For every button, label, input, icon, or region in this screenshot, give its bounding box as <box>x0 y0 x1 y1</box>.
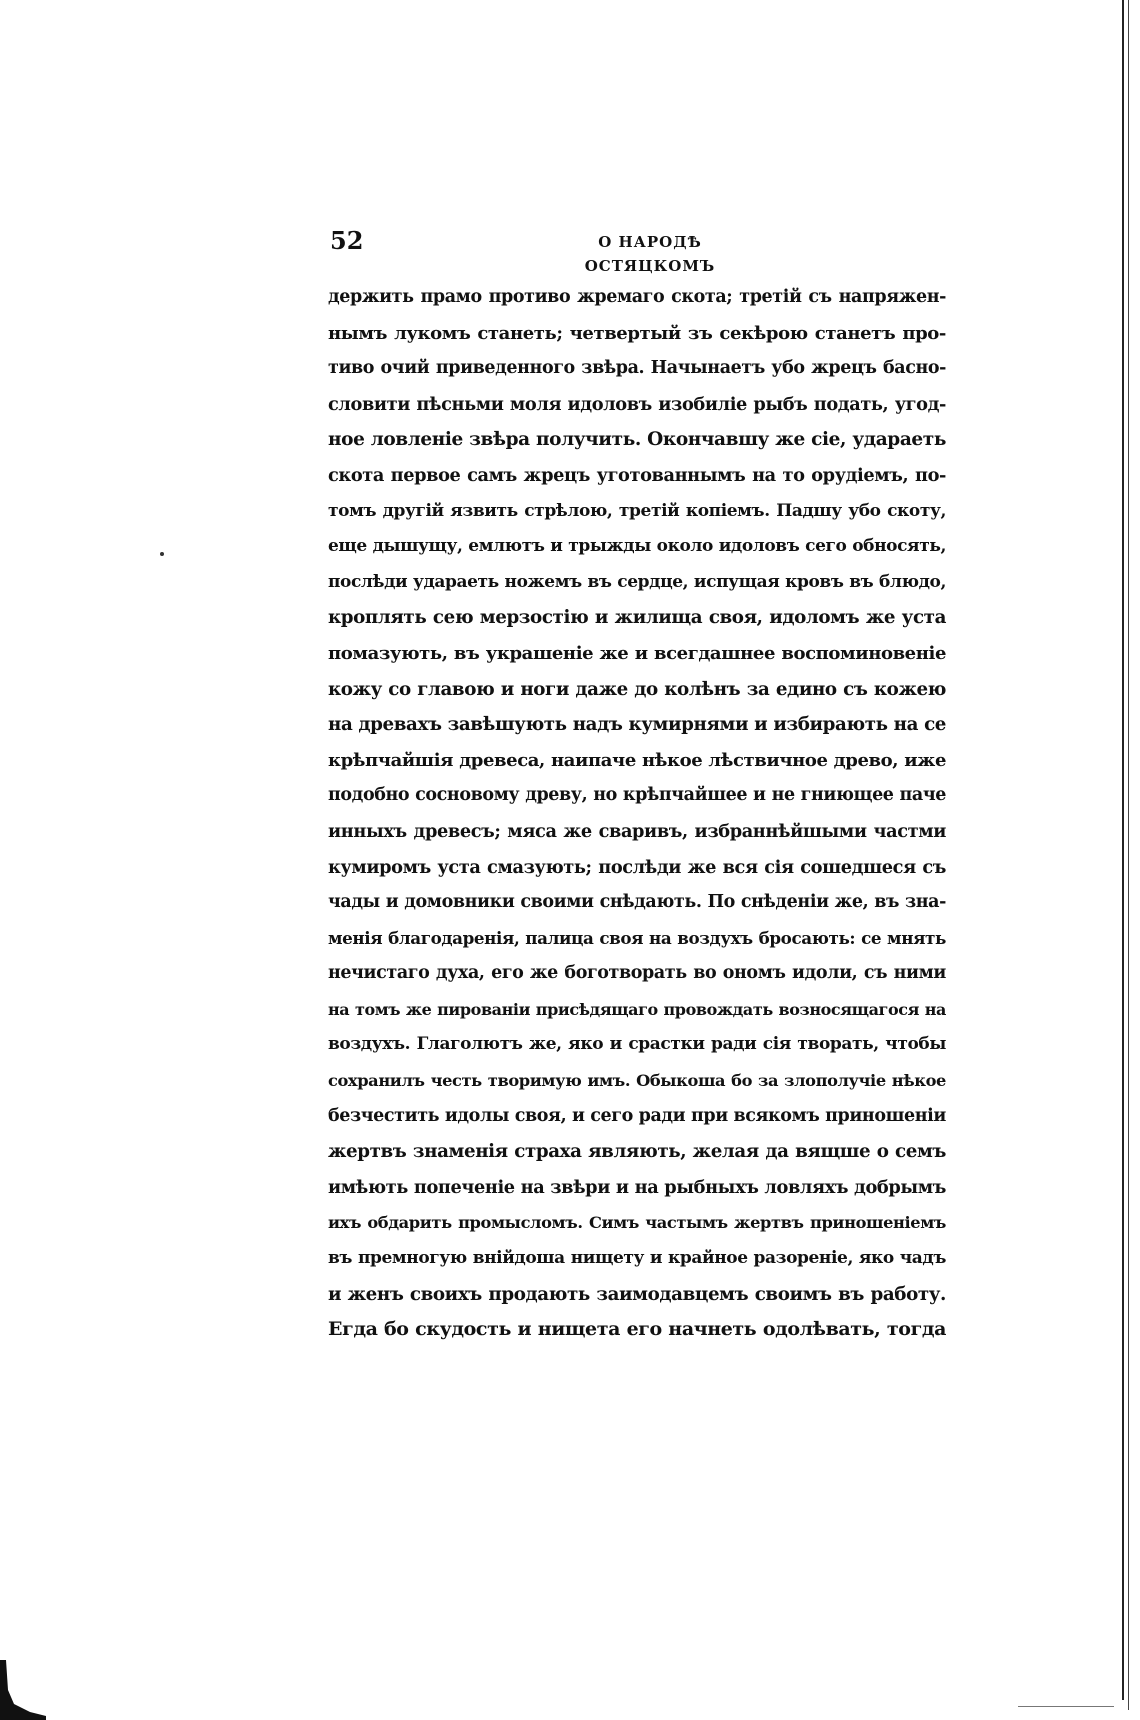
text-line: Егда бо скудость и нищета его начнеть одолѣвать, тогда <box>328 1318 946 1341</box>
text-line: скота первое самъ жрецъ уготованнымъ на то орудіемъ, по- <box>328 464 946 486</box>
text-line: нымъ лукомъ станеть; четвертый зъ секѣрою станетъ про- <box>328 322 946 344</box>
ink-speck <box>160 552 164 556</box>
page-header <box>330 226 946 275</box>
text-line: безчестить идолы своя, и сего ради при всякомъ приношеніи <box>328 1105 946 1126</box>
page-number: 52 <box>330 226 364 255</box>
corner-ink-mark <box>0 1660 46 1720</box>
page-edge-line <box>1122 0 1124 1700</box>
text-line: кумиромъ уста смазують; послѣди же вся сія сошедшеся съ <box>328 856 946 878</box>
running-head: О НАРОДѢ ОСТЯЦКОМЪ <box>584 233 716 275</box>
text-line: ихъ обдарить промысломъ. Симъ частымъ жертвъ приношеніемъ <box>328 1213 946 1233</box>
text-line: держить прамо противо жремаго скота; третій съ напряжен- <box>328 287 946 307</box>
text-line: кроплять сею мерзостію и жилища своя, идоломъ же уста <box>328 607 946 629</box>
text-line: сохранилъ честь творимую имъ. Обыкоша бо за злополучіе нѣкое <box>328 1071 946 1091</box>
text-line: на томъ же пированіи присѣдящаго провождать возносящагося на <box>328 999 946 1019</box>
text-line: воздухъ. Глаголютъ же, яко и срастки ради сія творать, чтобы <box>328 1034 946 1055</box>
text-line: и женъ своихъ продають заимодавцемъ своимъ въ работу. <box>328 1283 946 1305</box>
text-line: послѣди удараеть ножемъ въ сердце, испущая кровъ въ блюдо, <box>328 571 946 592</box>
text-line: томъ другій язвить стрѣлою, третій копіемъ. Падшу убо скоту, <box>328 500 946 521</box>
text-line: на древахъ завѣшують надъ кумирнями и избирають на се <box>328 714 946 736</box>
bottom-edge-rule <box>1018 1706 1114 1707</box>
body-text <box>328 280 946 1348</box>
text-line: ное ловленіе звѣра получить. Окончавшу же сіе, удараеть <box>328 429 946 451</box>
text-line: менія благодаренія, палица своя на воздухъ бросають: се мнять <box>328 927 946 948</box>
text-line: помазують, въ украшеніе же и всегдашнее воспоминовеніе <box>328 642 946 664</box>
text-line: нечистаго духа, его же боготворать во ономъ идоли, съ ними <box>328 963 946 984</box>
page-edge-line-thin <box>1128 0 1129 1710</box>
text-line: тиво очий приведенного звѣра. Начынаетъ убо жрецъ басно- <box>328 358 946 379</box>
text-line: жертвъ знаменія страха являють, желая да вящше о семъ <box>328 1141 946 1163</box>
text-line: имѣють попеченіе на звѣри и на рыбныхъ ловляхъ добрымъ <box>328 1176 946 1198</box>
text-line: еще дышущу, емлютъ и трыжды около идоловъ сего обносять, <box>328 536 946 557</box>
text-line: чады и домовники своими снѣдають. По снѣденіи же, въ зна- <box>328 892 946 913</box>
text-line: кожу со главою и ноги даже до колѣнъ за едино съ кожею <box>328 678 946 700</box>
text-line: крѣпчайшія древеса, наипаче нѣкое лѣствичное древо, иже <box>328 749 946 771</box>
text-line: словити пѣсньми моля идоловъ изобиліе рыбъ подать, угод- <box>328 393 946 415</box>
text-line: подобно сосновому древу, но крѣпчайшее и не гниющее паче <box>328 785 946 806</box>
text-line: инныхъ древесъ; мяса же сваривъ, избраннѣйшыми частми <box>328 820 946 842</box>
text-line: въ премногую внійдоша нищету и крайное разореніе, яко чадъ <box>328 1248 946 1269</box>
